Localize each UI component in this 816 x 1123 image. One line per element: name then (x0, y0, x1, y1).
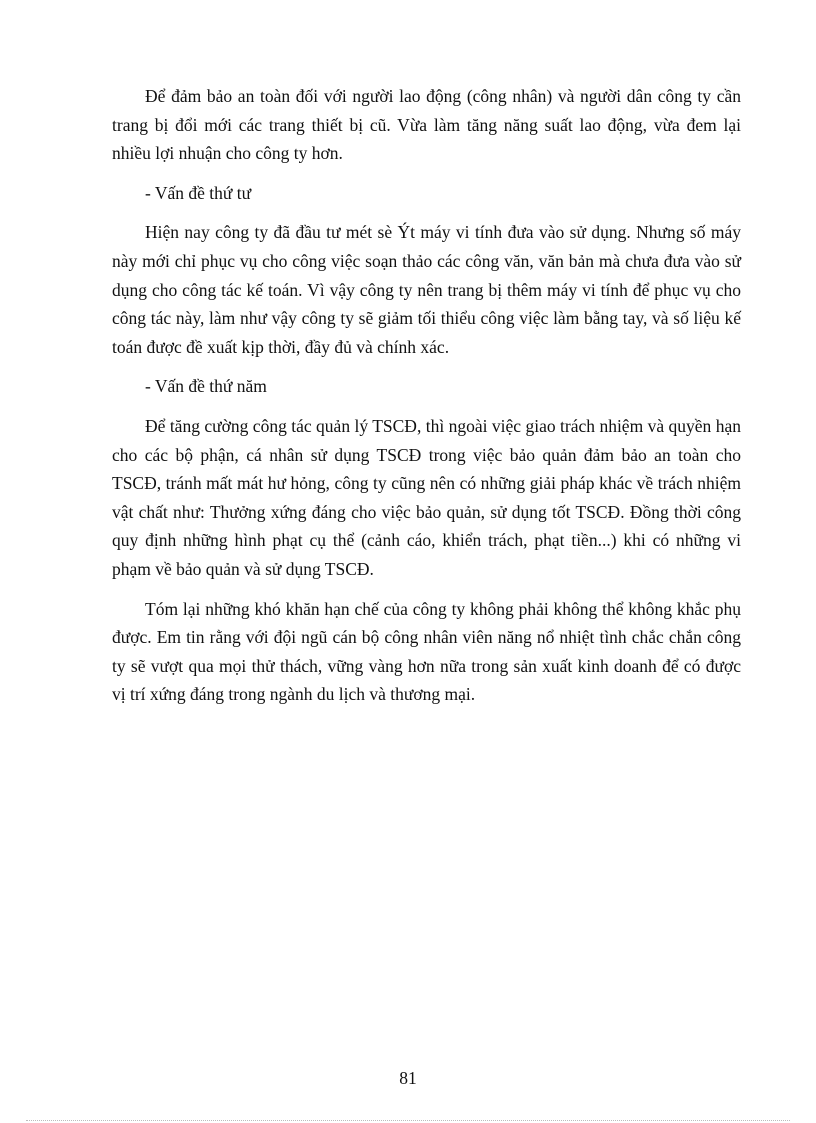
paragraph-fixed-assets: Để tăng cường công tác quản lý TSCĐ, thì ngoài việc giao trách nhiệm và quyền hạn cho các bộ phận, cá nhân sử dụng TSCĐ trong việc bảo quản đảm bảo an toàn cho TSCĐ, tránh mất mát hư hỏng, công ty cũng nên có những giải pháp khác về trách nhiệm vật chất như: Thưởng xứng đáng cho việc bảo quản, sử dụng tốt TSCĐ. Đồng thời công quy định những hình phạt cụ thể (cảnh cáo, khiển trách, phạt tiền...) khi có những vi phạm về bảo quản và sử dụng TSCĐ. (112, 415, 741, 579)
paragraph-computers: Hiện nay công ty đã đầu tư mét sè Ýt máy vi tính đưa vào sử dụng. Nhưng số máy này mới chỉ phục vụ cho công việc soạn thảo các công văn, văn bản mà chưa đưa vào sử dụng cho công tác kế toán. Vì vậy công ty nên trang bị thêm máy vi tính để phục vụ cho công tác này, làm như vậy công ty sẽ giảm tối thiểu công việc làm bằng tay, và số liệu kế toán được đề xuất kịp thời, đầy đủ và chính xác. (112, 222, 741, 357)
page-number: 81 (399, 1068, 417, 1088)
paragraph-conclusion: Tóm lại những khó khăn hạn chế của công ty không phải không thể không khắc phụ được. Em tin rằng với đội ngũ cán bộ công nhân viên năng nổ nhiệt tình chắc chắn công ty sẽ vượt qua mọi thử thách, vững vàng hơn nữa trong sản xuất kinh doanh để có được vị trí xứng đáng trong ngành du lịch và thương mại. (112, 598, 741, 705)
heading-issue-five: - Vấn đề thứ năm (145, 376, 267, 397)
paragraph-safety: Để đảm bảo an toàn đối với người lao động (công nhân) và người dân công ty cần trang bị đổi mới các trang thiết bị cũ. Vừa làm tăng năng suất lao động, vừa đem lại nhiều lợi nhuận cho công ty hơn. (112, 86, 741, 164)
heading-issue-four: - Vấn đề thứ tư (145, 182, 252, 203)
footer-divider (26, 1120, 790, 1121)
document-body (112, 82, 741, 720)
